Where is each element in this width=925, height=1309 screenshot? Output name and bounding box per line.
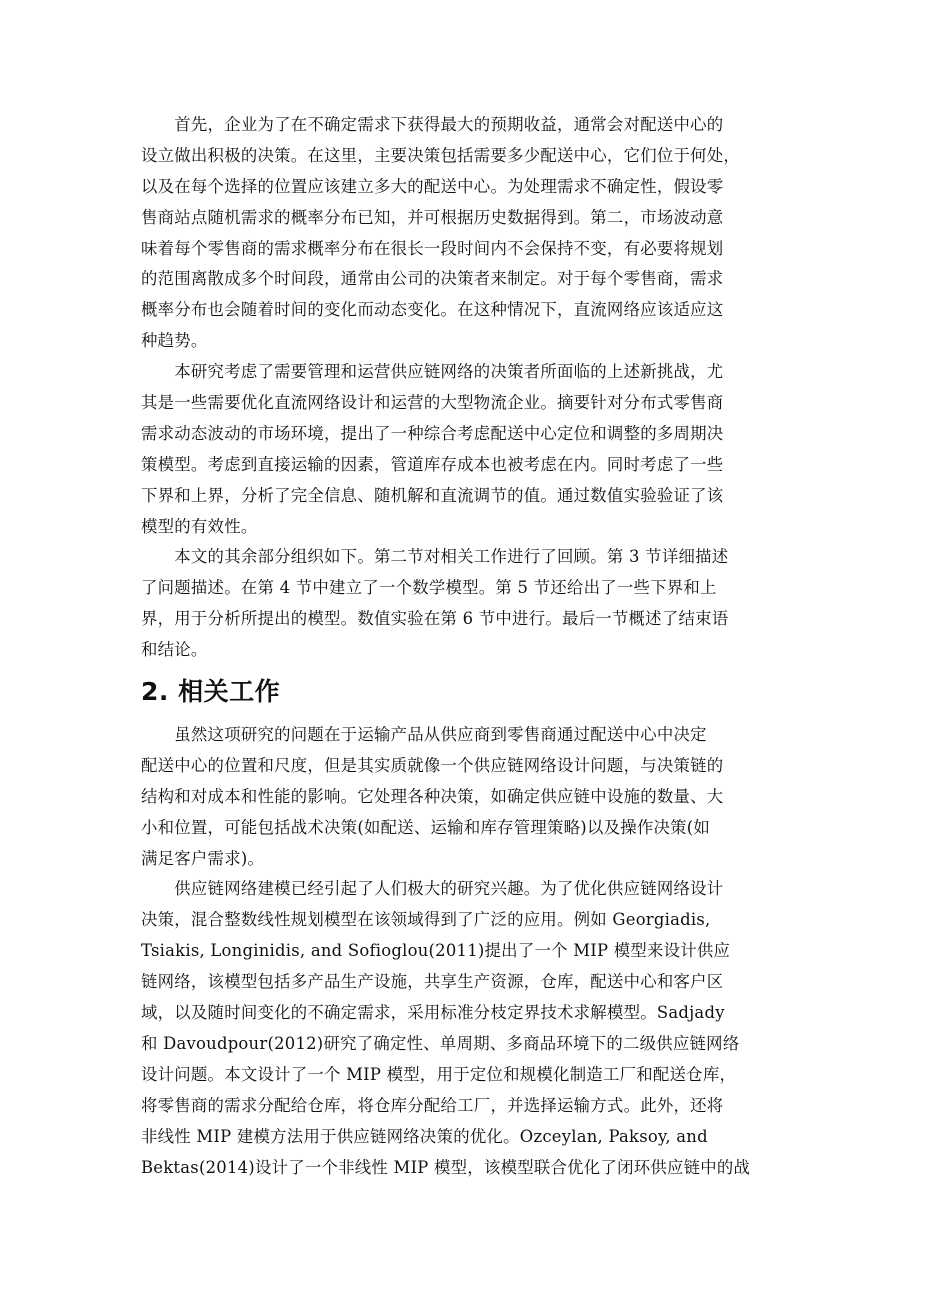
text-line: 需求动态波动的市场环境，提出了一种综合考虑配送中心定位和调整的多周期决 (141, 423, 724, 443)
text-line: 和 Davoudpour(2012)研究了确定性、单周期、多商品环境下的二级供应链网络 (141, 1033, 740, 1053)
text-line: 满足客户需求)。 (141, 848, 265, 868)
text-line: 模型的有效性。 (141, 516, 258, 536)
paragraph (141, 542, 789, 666)
text-line: 结构和对成本和性能的影响。它处理各种决策，如确定供应链中设施的数量、大 (141, 786, 724, 806)
text-line: Tsiakis, Longinidis, and Sofioglou(2011)提出了一个 MIP 模型来设计供应 (141, 941, 731, 961)
text-line: Bektas(2014)设计了一个非线性 MIP 模型，该模型联合优化了闭环供应链中的战 (141, 1157, 751, 1177)
text-line: 非线性 MIP 建模方法用于供应链网络决策的优化。Ozceylan, Paksoy, and (141, 1126, 708, 1146)
text-line: 策模型。考虑到直接运输的因素，管道库存成本也被考虑在内。同时考虑了一些 (141, 454, 724, 474)
text-line: 以及在每个选择的位置应该建立多大的配送中心。为处理需求不确定性，假设零 (141, 176, 724, 196)
text-line: 了问题描述。在第 4 节中建立了一个数学模型。第 5 节还给出了一些下界和上 (141, 578, 717, 598)
section-2-body (141, 720, 789, 1183)
section-1-body (141, 110, 789, 666)
text-line: 本研究考虑了需要管理和运营供应链网络的决策者所面临的上述新挑战，尤 (141, 362, 724, 382)
document-page (141, 110, 789, 1183)
text-line: 首先，企业为了在不确定需求下获得最大的预期收益，通常会对配送中心的 (141, 115, 724, 134)
paragraph (141, 357, 789, 542)
paragraph (141, 720, 789, 874)
text-line: 售商站点随机需求的概率分布已知，并可根据历史数据得到。第二，市场波动意 (141, 207, 724, 227)
text-line: 和结论。 (141, 640, 208, 660)
text-line: 虽然这项研究的问题在于运输产品从供应商到零售商通过配送中心中决定 (141, 725, 707, 745)
text-line: 小和位置，可能包括战术决策(如配送、运输和库存管理策略)以及操作决策(如 (141, 817, 711, 837)
text-line: 本文的其余部分组织如下。第二节对相关工作进行了回顾。第 3 节详细描述 (141, 547, 729, 567)
section-heading: 2. 相关工作 (141, 677, 281, 707)
text-line: 将零售商的需求分配给仓库，将仓库分配给工厂，并选择运输方式。此外，还将 (141, 1095, 724, 1115)
text-line: 域，以及随时间变化的不确定需求，采用标准分枝定界技术求解模型。Sadjady (141, 1003, 725, 1023)
text-line: 设立做出积极的决策。在这里，主要决策包括需要多少配送中心，它们位于何处， (141, 145, 741, 165)
text-line: 其是一些需要优化直流网络设计和运营的大型物流企业。摘要针对分布式零售商 (141, 393, 724, 413)
text-line: 配送中心的位置和尺度，但是其实质就像一个供应链网络设计问题，与决策链的 (141, 755, 724, 775)
text-line: 供应链网络建模已经引起了人们极大的研究兴趣。为了优化供应链网络设计 (141, 879, 724, 899)
text-line: 概率分布也会随着时间的变化而动态变化。在这种情况下，直流网络应该适应这 (141, 300, 724, 320)
text-line: 种趋势。 (141, 331, 208, 351)
paragraph (141, 110, 789, 357)
text-line: 决策，混合整数线性规划模型在该领域得到了广泛的应用。例如 Georgiadis, (141, 910, 711, 930)
text-line: 味着每个零售商的需求概率分布在很长一段时间内不会保持不变，有必要将规划 (141, 238, 724, 258)
text-line: 设计问题。本文设计了一个 MIP 模型，用于定位和规模化制造工厂和配送仓库， (141, 1064, 737, 1084)
text-line: 下界和上界，分析了完全信息、随机解和直流调节的值。通过数值实验验证了该 (141, 485, 724, 505)
paragraph (141, 874, 789, 1183)
text-line: 界，用于分析所提出的模型。数值实验在第 6 节中进行。最后一节概述了结束语 (141, 609, 729, 629)
text-line: 链网络，该模型包括多产品生产设施，共享生产资源，仓库，配送中心和客户区 (141, 972, 724, 992)
text-line: 的范围离散成多个时间段，通常由公司的决策者来制定。对于每个零售商，需求 (141, 269, 724, 289)
